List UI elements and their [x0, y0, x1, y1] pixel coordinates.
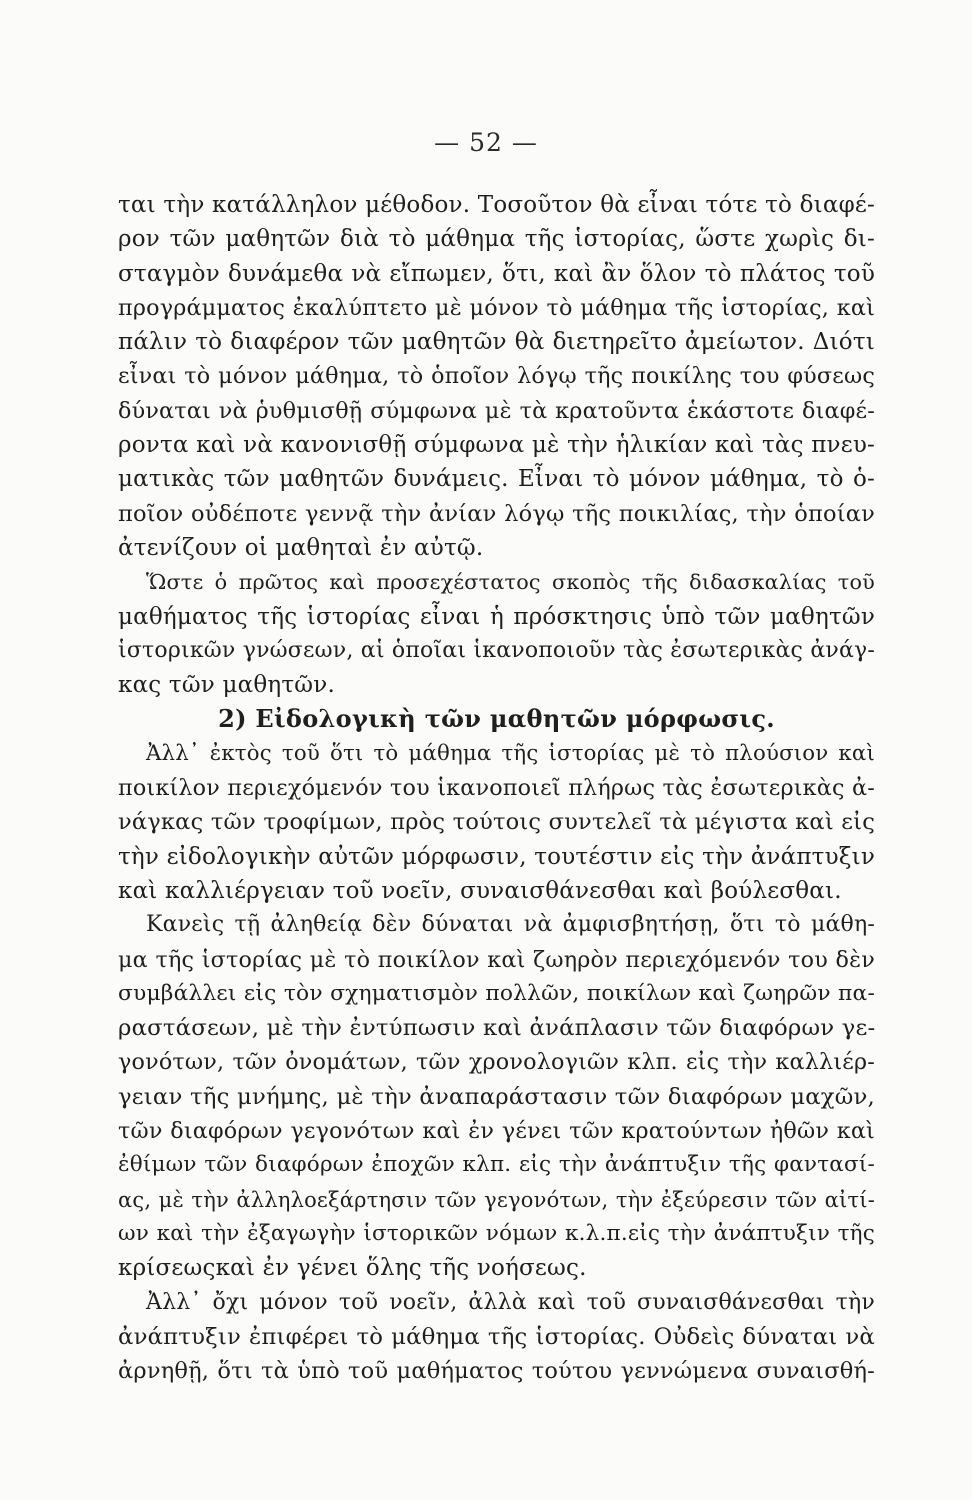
- text-line: πάλιν τὸ διαφέρον τῶν μαθητῶν θὰ διετηρεῖτο ἀμείωτον. Διότι: [118, 329, 875, 356]
- text-line: δύναται νὰ ῥυθμισθῇ σύμφωνα μὲ τὰ κρατοῦντα ἑκάστοτε διαφέ-: [118, 397, 875, 424]
- text-line: ἀτενίζουν οἱ μαθηταὶ ἐν αὐτῷ.: [118, 534, 484, 561]
- text-line: προγράμματος ἐκαλύπτετο μὲ μόνον τὸ μάθημα τῆς ἱστορίας, καὶ: [118, 294, 875, 321]
- text-line: ας, μὲ τὴν ἀλληλοεξάρτησιν τῶν γεγονότων, τὴν ἐξεύρεσιν τῶν αἰτί-: [118, 1187, 875, 1212]
- paragraph-first-line: Ἀλλ᾽ ἐκτὸς τοῦ ὅτι τὸ μάθημα τῆς ἱστορίας μὲ τὸ πλούσιον καὶ: [146, 740, 875, 766]
- paragraph-first-line: Ἀλλ᾽ ὄχι μόνον τοῦ νοεῖν, ἀλλὰ καὶ τοῦ συναισθάνεσθαι τὴν: [146, 1289, 875, 1315]
- text-line: σταγμὸν δυνάμεθα νὰ εἴπωμεν, ὅτι, καὶ ἂν ὅλον τὸ πλάτος τοῦ: [118, 260, 875, 287]
- page-number: — 52 —: [434, 128, 538, 157]
- text-line: ρον τῶν μαθητῶν διὰ τὸ μάθημα τῆς ἱστορίας, ὥστε χωρὶς δι-: [118, 226, 875, 253]
- text-line: ματικὰς τῶν μαθητῶν δυνάμεις. Εἶναι τὸ μόνον μάθημα, τὸ ὁ-: [118, 466, 875, 493]
- section-heading: 2) Εἰδολογικὴ τῶν μαθητῶν μόρφωσις.: [218, 704, 775, 734]
- text-line: εἶναι τὸ μόνον μάθημα, τὸ ὁποῖον λόγῳ τῆς ποικίλης του φύσεως: [118, 363, 875, 390]
- paragraph-first-line: Ὥστε ὁ πρῶτος καὶ προσεχέστατος σκοπὸς τῆς διδασκαλίας τοῦ: [146, 570, 875, 595]
- text-line: νάγκας τῶν τροφίμων, πρὸς τούτοις συντελεῖ τὰ μέγιστα καὶ εἰς: [118, 809, 875, 836]
- text-line: κας τῶν μαθητῶν.: [118, 672, 335, 699]
- paragraph-first-line: Κανεὶς τῇ ἀληθείᾳ δὲν δύναται νὰ ἀμφισβητήσῃ, ὅτι τὸ μάθη-: [146, 912, 875, 938]
- text-line: τὴν εἰδολογικὴν αὐτῶν μόρφωσιν, τουτέστιν εἰς τὴν ἀνάπτυξιν: [118, 843, 876, 870]
- text-line: γονότων, τῶν ὀνομάτων, τῶν χρονολογιῶν κλπ. εἰς τὴν καλλιέρ-: [118, 1049, 875, 1076]
- text-line: καὶ καλλιέργειαν τοῦ νοεῖν, συναισθάνεσθαι καὶ βούλεσθαι.: [118, 877, 842, 904]
- text-line: ἐθίμων τῶν διαφόρων ἐποχῶν κλπ. εἰς τὴν ἀνάπτυξιν τῆς φαντασί-: [118, 1152, 875, 1178]
- text-line: μα τῆς ἱστορίας μὲ τὸ ποικίλον καὶ ζωηρὸν περιεχόμενόν του δὲν: [118, 946, 875, 973]
- text-line: γειαν τῆς μνήμης, μὲ τὴν ἀναπαράστασιν τῶν διαφόρων μαχῶν,: [118, 1083, 875, 1110]
- text-line: συμβάλλει εἰς τὸν σχηματισμὸν πολλῶν, ποικίλων καὶ ζωηρῶν πα-: [118, 980, 875, 1006]
- text-line: ων καὶ τὴν ἐξαγωγὴν ἱστορικῶν νόμων κ.λ.π.εἰς τὴν ἀνάπτυξιν τῆς: [118, 1220, 875, 1246]
- body-text: [118, 188, 875, 1388]
- text-line: ἱστορικῶν γνώσεων, αἱ ὁποῖαι ἱκανοποιοῦν τὰς ἐσωτερικὰς ἀνάγ-: [118, 637, 875, 663]
- text-line: ποικίλον περιεχόμενόν του ἱκανοποιεῖ πλήρως τὰς ἐσωτερικὰς ἀ-: [118, 775, 875, 802]
- text-line: μαθήματος τῆς ἱστορίας εἶναι ἡ πρόσκτησις ὑπὸ τῶν μαθητῶν: [118, 603, 875, 630]
- text-line: ἀνάπτυξιν ἐπιφέρει τὸ μάθημα τῆς ἱστορίας. Οὐδεὶς δύναται νὰ: [118, 1323, 875, 1350]
- text-line: τῶν διαφόρων γεγονότων καὶ ἐν γένει τῶν κρατούντων ἠθῶν καὶ: [118, 1118, 875, 1145]
- text-line: ροντα καὶ νὰ κανονισθῇ σύμφωνα μὲ τὴν ἡλικίαν καὶ τὰς πνευ-: [118, 432, 875, 459]
- text-line: κρίσεωςκαὶ ἐν γένει ὅλης τῆς νοήσεως.: [118, 1255, 587, 1282]
- text-line: ἀρνηθῇ, ὅτι τὰ ὑπὸ τοῦ μαθήματος τούτου γεννώμενα συναισθή-: [118, 1358, 875, 1385]
- text-line: ται τὴν κατάλληλον μέθοδον. Τοσοῦτον θὰ εἶναι τότε τὸ διαφέ-: [118, 192, 875, 218]
- text-line: ραστάσεων, μὲ τὴν ἐντύπωσιν καὶ ἀνάπλασιν τῶν διαφόρων γε-: [118, 1015, 876, 1042]
- text-line: ποῖον οὐδέποτε γεννᾷ τὴν ἀνίαν λόγῳ τῆς ποικιλίας, τὴν ὁποίαν: [118, 500, 875, 527]
